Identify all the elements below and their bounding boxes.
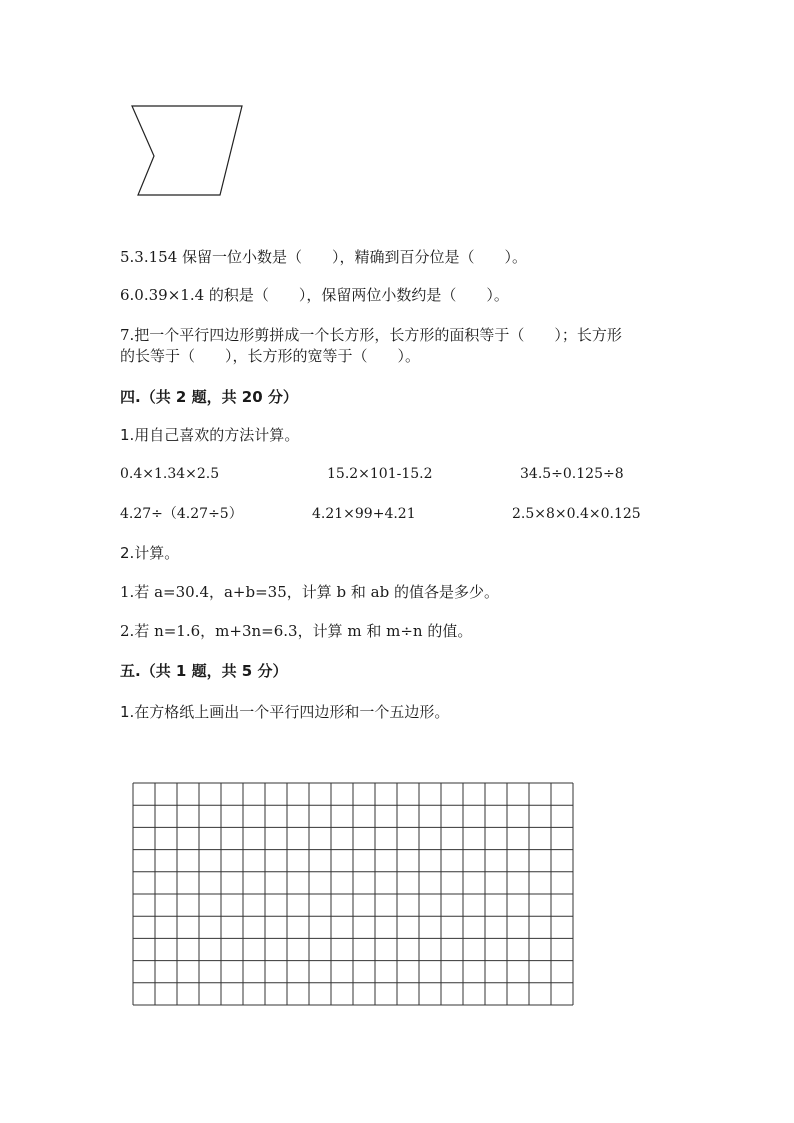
section-4-question-2-sub-1: 1.若 a=30.4，a+b=35，计算 b 和 ab 的值各是多少。 — [120, 583, 499, 601]
question-7-line-2: 的长等于（ ），长方形的宽等于（ ）。 — [120, 347, 421, 365]
section-4-question-1-title: 1.用自己喜欢的方法计算。 — [120, 426, 300, 444]
section-4-question-2-title: 2.计算。 — [120, 544, 180, 562]
question-7-line-1: 7.把一个平行四边形剪拼成一个长方形，长方形的面积等于（ ）；长方形 — [120, 326, 622, 344]
pentagon-shape — [132, 106, 242, 195]
calc-expression: 15.2×101-15.2 — [327, 466, 433, 482]
question-6: 6.0.39×1.4 的积是（ ），保留两位小数约是（ ）。 — [120, 286, 509, 304]
section-5-heading: 五.（共 1 题，共 5 分） — [120, 662, 288, 680]
calc-expression: 0.4×1.34×2.5 — [120, 466, 220, 482]
section-5-question-1-title: 1.在方格纸上画出一个平行四边形和一个五边形。 — [120, 703, 450, 721]
grid-paper — [132, 782, 576, 1008]
calc-expression: 4.21×99+4.21 — [312, 506, 416, 522]
calc-expression: 4.27÷（4.27÷5） — [120, 506, 243, 522]
section-4-question-2-sub-2: 2.若 n=1.6，m+3n=6.3，计算 m 和 m÷n 的值。 — [120, 622, 473, 640]
pentagon-figure — [130, 100, 250, 200]
question-5: 5.3.154 保留一位小数是（ ），精确到百分位是（ ）。 — [120, 248, 528, 266]
calc-expression: 34.5÷0.125÷8 — [520, 466, 624, 482]
section-4-heading: 四.（共 2 题，共 20 分） — [120, 388, 298, 406]
calc-expression: 2.5×8×0.4×0.125 — [512, 506, 641, 522]
